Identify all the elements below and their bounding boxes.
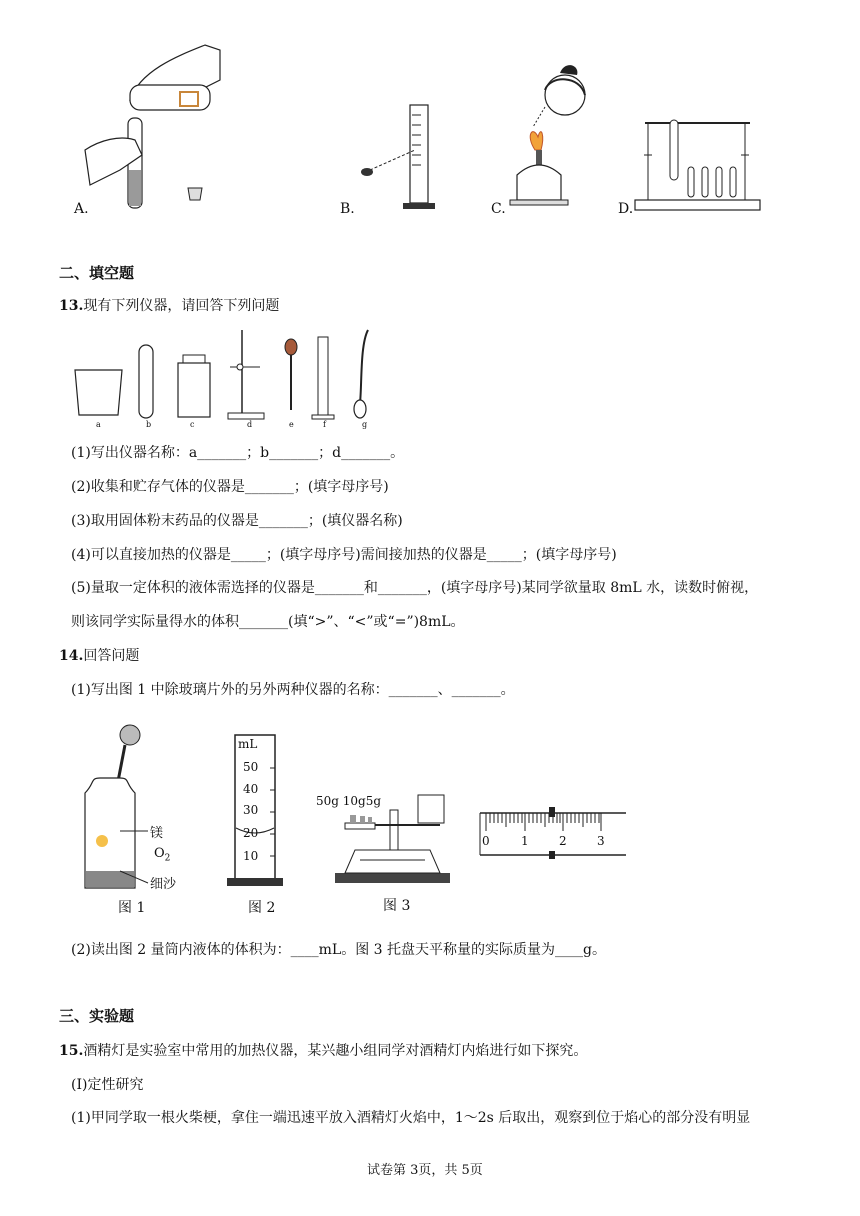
figure-2-tick: 50 xyxy=(243,760,259,774)
instruments-figure xyxy=(70,325,390,435)
ruler-label: 1 xyxy=(521,834,529,848)
instrument-label: d xyxy=(247,420,253,429)
question-part: (1)写出仪器名称：a_______；b_______；d_______。 xyxy=(71,445,405,461)
instrument-label: g xyxy=(362,420,368,429)
question-number: 13. xyxy=(59,298,84,314)
section-title: 三、实验题 xyxy=(59,1007,135,1025)
instrument-label: a xyxy=(96,420,101,429)
figure-2-unit: mL xyxy=(238,737,258,751)
option-a-label[interactable]: A. xyxy=(74,201,89,217)
instrument-label: f xyxy=(323,420,326,429)
figure-2-tick: 20 xyxy=(243,826,259,840)
ruler-label: 2 xyxy=(559,834,567,848)
figure-1-label-sand: 细沙 xyxy=(150,877,177,892)
option-b-figure xyxy=(355,105,445,211)
question-part: (5)量取一定体积的液体需选择的仪器是_______和_______，(填字母序号)某同学欲量取 8mL 水，读数时俯视， xyxy=(71,580,759,596)
figure-1-label-oxygen: $O_2$ xyxy=(154,846,171,864)
question-text: 现有下列仪器，请回答下列问题 xyxy=(83,298,280,314)
instrument-label: e xyxy=(289,420,294,429)
instrument-label: c xyxy=(190,420,195,429)
figure-2-tick: 40 xyxy=(243,782,259,796)
ruler-label: 3 xyxy=(597,834,605,848)
figure-2-tick: 30 xyxy=(243,803,259,817)
option-c-label[interactable]: C. xyxy=(491,201,506,217)
question-part: (4)可以直接加热的仪器是_____；(填字母序号)需间接加热的仪器是_____；(填字母序号) xyxy=(71,547,617,563)
page-footer: 试卷第 3页，共 5页 xyxy=(367,1163,483,1178)
option-d-label[interactable]: D. xyxy=(618,201,634,217)
question-part: (1)甲同学取一根火柴梗，拿住一端迅速平放入酒精灯火焰中，1～2s 后取出，观察到位于焰心的部分没有明显 xyxy=(71,1110,751,1126)
figure-2-tick: 10 xyxy=(243,849,259,863)
question-number: 15. xyxy=(59,1043,84,1059)
question-part: (2)读出图 2 量筒内液体的体积为：____mL。图 3 托盘天平称量的实际质量为____g。 xyxy=(71,942,606,958)
figure-2-cylinder xyxy=(225,730,295,890)
question-text: 回答问题 xyxy=(83,648,140,664)
figure-1-jar xyxy=(80,713,190,893)
question-part: 则该同学实际量得水的体积_______(填“>”、“<”或“=”)8mL。 xyxy=(71,614,465,630)
question-part: (1)写出图 1 中除玻璃片外的另外两种仪器的名称：_______、_______。 xyxy=(71,682,515,698)
question-text: 酒精灯是实验室中常用的加热仪器，某兴趣小组同学对酒精灯内焰进行如下探究。 xyxy=(83,1043,588,1059)
section-title: 二、填空题 xyxy=(59,264,135,282)
figure-3-caption: 图 3 xyxy=(383,898,411,914)
option-d-figure xyxy=(630,115,765,215)
figure-1-caption: 图 1 xyxy=(118,900,146,916)
option-b-label[interactable]: B. xyxy=(340,201,355,217)
figure-2-caption: 图 2 xyxy=(248,900,276,916)
figure-3-ruler xyxy=(480,805,628,857)
question-part: (2)收集和贮存气体的仪器是_______；(填字母序号) xyxy=(71,479,389,495)
figure-1-label-magnesium: 镁 xyxy=(150,826,164,841)
question-part: (3)取用固体粉末药品的仪器是_______；(填仪器名称) xyxy=(71,513,403,529)
question-13-stem xyxy=(59,296,279,316)
option-c-figure xyxy=(505,65,605,215)
figure-3-weights: 50g 10g5g xyxy=(316,794,382,808)
question-15-stem xyxy=(59,1041,587,1061)
ruler-label: 0 xyxy=(482,834,490,848)
question-subheading: (Ⅰ)定性研究 xyxy=(71,1077,144,1093)
instrument-label: b xyxy=(146,420,152,429)
question-14-stem xyxy=(59,646,139,666)
option-a-figure xyxy=(80,40,220,210)
question-number: 14. xyxy=(59,648,84,664)
